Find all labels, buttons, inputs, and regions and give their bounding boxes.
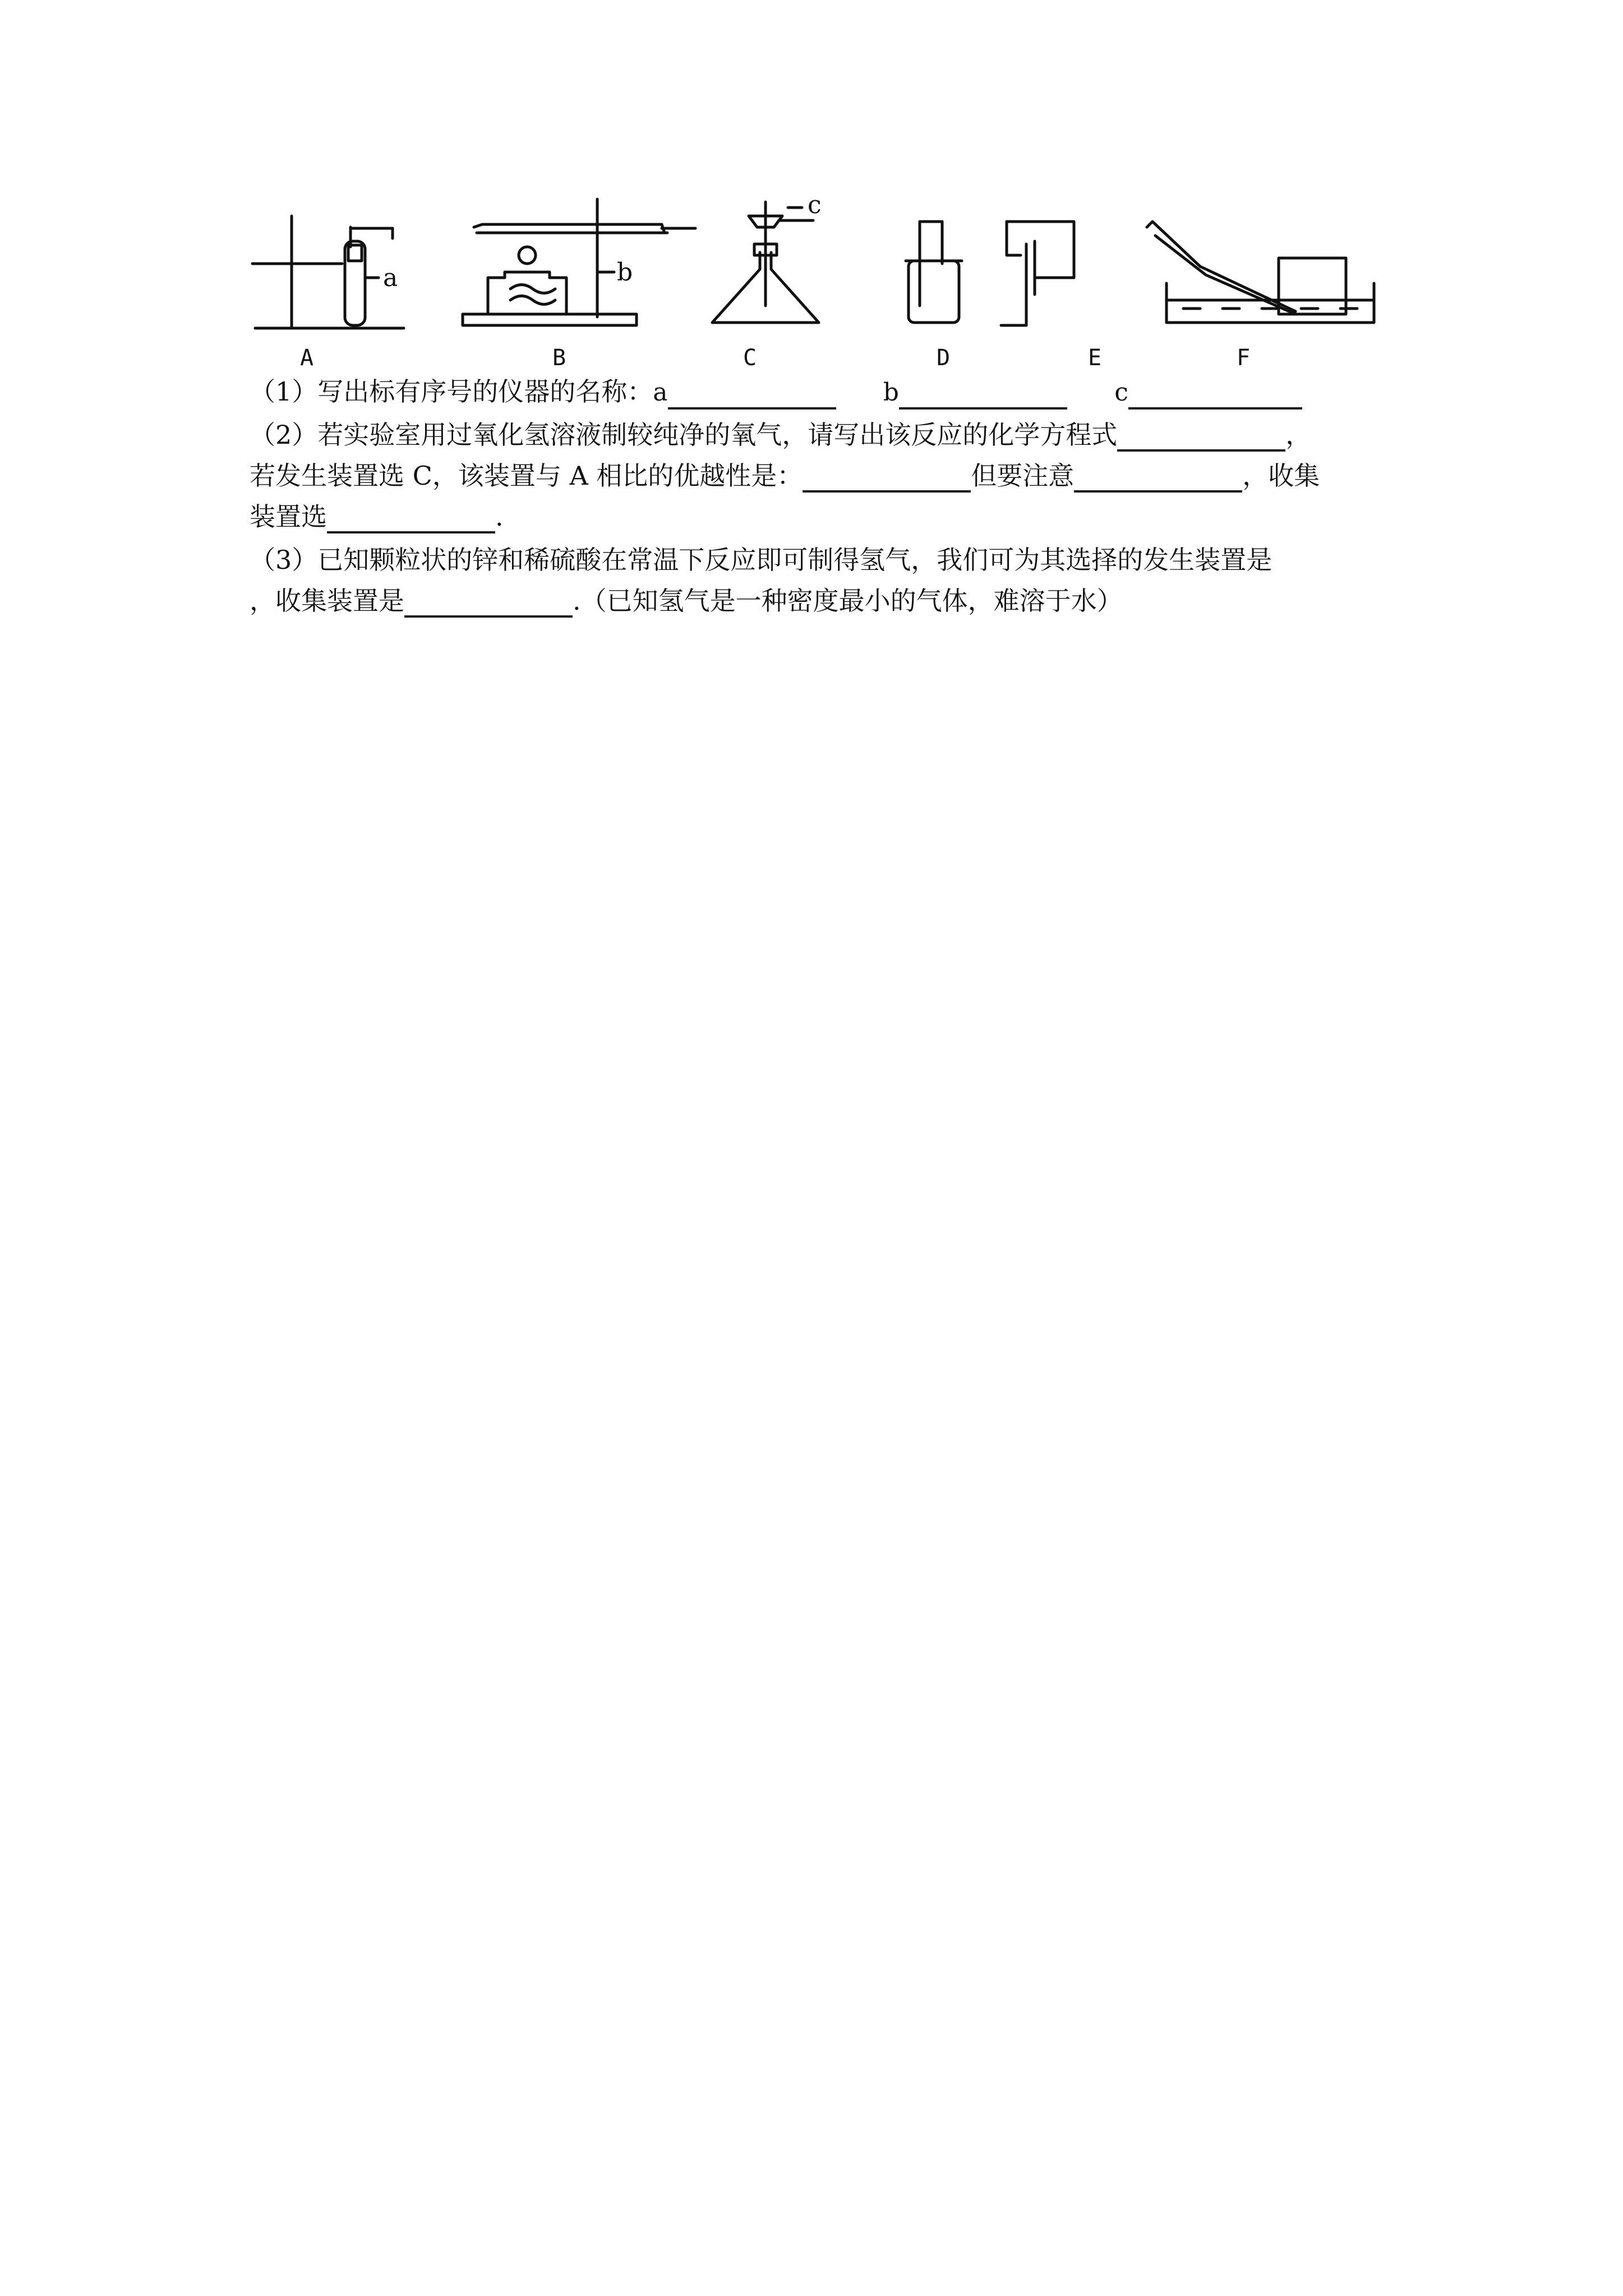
question-3-line-1 <box>250 543 1272 577</box>
question-2-line-1-end: ， <box>1285 420 1312 450</box>
question-2-line-3-end: . <box>495 501 504 532</box>
panel-label-c: C <box>743 345 757 371</box>
question-3-line-2 <box>250 584 1123 618</box>
answer-blank-c[interactable] <box>1128 380 1302 409</box>
answer-blank-caution[interactable] <box>1074 463 1242 493</box>
answer-blank-a[interactable] <box>668 380 836 409</box>
panel-label-d: D <box>937 345 951 371</box>
pointer-c: c <box>808 194 822 219</box>
question-3-collection-prompt: ，收集装置是 <box>250 586 404 616</box>
apparatus-a-test-tube-stand <box>252 216 404 328</box>
blank-b-label: b <box>883 378 899 407</box>
blank-c-label: c <box>1114 378 1128 407</box>
apparatus-f-water-trough <box>1147 222 1374 323</box>
question-1 <box>250 375 1302 409</box>
question-2-line-2 <box>250 459 1320 493</box>
question-2-caution-prompt: 但要注意 <box>971 461 1075 491</box>
pointer-b: b <box>617 258 633 287</box>
question-2-collection-prompt: 装置选 <box>250 501 327 532</box>
question-2-line-1 <box>250 418 1311 452</box>
question-3-prompt: （3）已知颗粒状的锌和稀硫酸在常温下反应即可制得氢气，我们可为其选择的发生装置是 <box>250 545 1272 575</box>
apparatus-b-heating-setup <box>463 199 695 325</box>
answer-blank-b[interactable] <box>899 380 1067 409</box>
panel-label-a: A <box>300 345 314 371</box>
panel-label-e: E <box>1088 345 1102 371</box>
panel-label-f: F <box>1237 345 1251 371</box>
question-1-prompt: （1）写出标有序号的仪器的名称： <box>250 376 653 407</box>
blank-a-label: a <box>653 378 668 407</box>
question-2-advantage-prompt: 若发生装置选 C，该装置与 A 相比的优越性是： <box>250 461 803 491</box>
apparatus-c-conical-flask <box>712 202 819 323</box>
answer-blank-advantage[interactable] <box>803 463 971 493</box>
apparatus-d-collection-bottle <box>906 222 962 323</box>
question-2-line-3 <box>250 500 504 533</box>
answer-blank-collection-h2[interactable] <box>404 588 573 618</box>
apparatus-e-inverted-bottle <box>1001 222 1074 325</box>
apparatus-figure <box>247 194 1402 379</box>
question-2-line-2-end: ，收集 <box>1242 461 1320 491</box>
answer-blank-collection-o2[interactable] <box>327 504 495 533</box>
pointer-a: a <box>383 264 398 292</box>
panel-label-b: B <box>552 345 566 371</box>
question-3-note: .（已知氢气是一种密度最小的气体，难溶于水） <box>573 586 1123 616</box>
answer-blank-equation[interactable] <box>1117 422 1285 452</box>
question-2-prompt: （2）若实验室用过氧化氢溶液制较纯净的氧气，请写出该反应的化学方程式 <box>250 420 1118 450</box>
